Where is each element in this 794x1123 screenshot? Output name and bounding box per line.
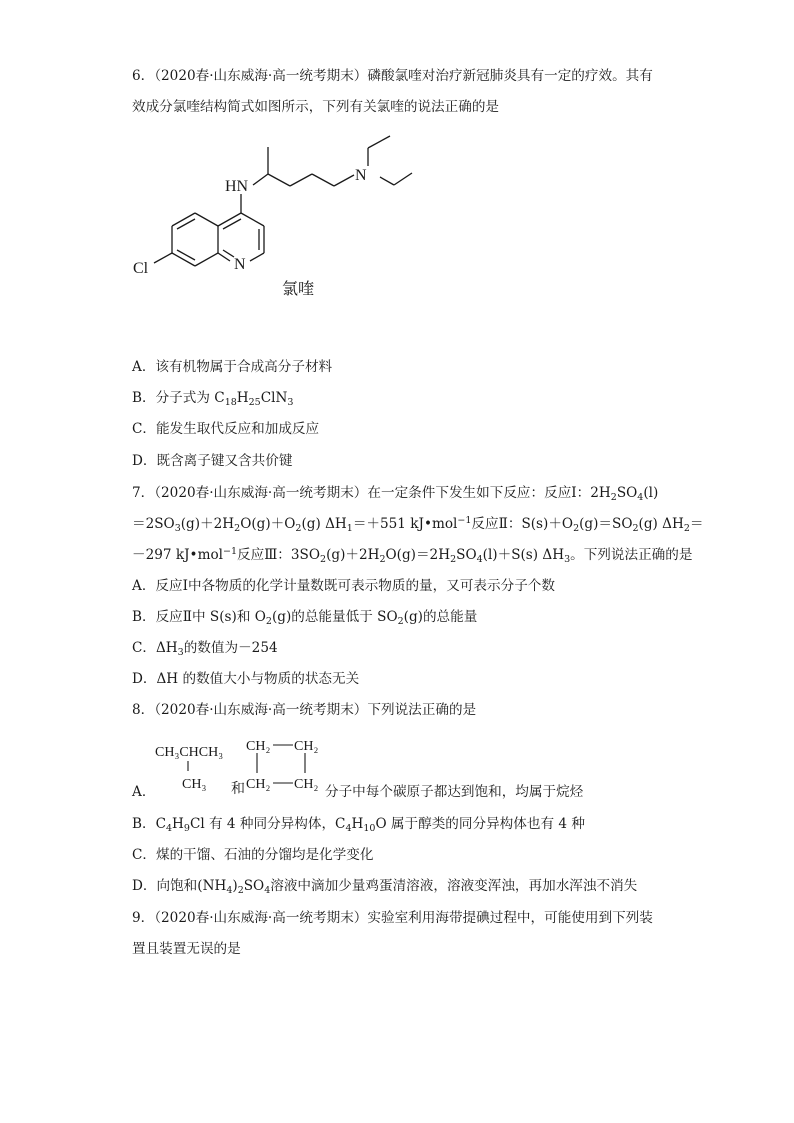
bond	[223, 219, 241, 229]
bond	[368, 136, 390, 148]
q7-option-c: C．$\Delta H_3$的数值为－254	[132, 640, 278, 658]
ring-ch2-tr: CH₂	[294, 739, 319, 754]
chloroquine-structure	[128, 130, 428, 280]
bond	[195, 213, 218, 226]
option-a-formulas	[150, 732, 330, 802]
q6-option-c: C．能发生取代反应和加成反应	[132, 421, 320, 437]
isobutane-main-chain: CH₃CHCH₃	[155, 745, 224, 760]
bond	[290, 174, 312, 186]
bond	[223, 250, 234, 257]
q6-option-b: B．分子式为 $C_{18}H_{25}ClN_3$	[132, 390, 294, 408]
bond	[241, 213, 264, 226]
q9-stem-line2: 置且装置无误的是	[132, 941, 241, 957]
bond	[218, 213, 241, 226]
ring-n-label: N	[234, 256, 246, 273]
bond	[172, 253, 195, 266]
bond	[172, 213, 195, 226]
q6-option-a: A．该有机物属于合成高分子材料	[132, 359, 333, 375]
q8-option-a-label: A．	[132, 784, 156, 800]
q8-option-c: C．煤的干馏、石油的分馏均是化学变化	[132, 847, 374, 863]
bond	[250, 253, 264, 261]
q8-option-a-text: 分子中每个碳原子都达到饱和，均属于烷烃	[325, 784, 584, 800]
q6-stem-line1: 6．（2020春·山东威海·高一统考期末）磷酸氯喹对治疗新冠肺炎具有一定的疗效。其有	[132, 68, 653, 84]
bond	[154, 253, 172, 263]
bond	[218, 253, 230, 261]
isobutane-methyl: CH₃	[182, 777, 207, 792]
bond	[334, 175, 354, 186]
bond	[195, 253, 218, 266]
q7-stem-line2: $=2SO_3(g)+2H_2O(g)+O_2(g)$ $\Delta H_1=+551$ kJ•mol$^{-1}$反应Ⅱ：$S(s)+O_2(g)=SO_2(g)$ $\Delta H_2=$	[132, 515, 704, 534]
bond	[268, 174, 290, 186]
figure-caption: 氯喹	[282, 279, 315, 298]
bond	[312, 174, 334, 186]
amine-n-label: N	[355, 167, 367, 184]
and-word: 和	[231, 782, 245, 797]
bond	[177, 250, 195, 260]
cl-label: Cl	[133, 260, 149, 277]
q6-stem-line2: 效成分氯喹结构简式如图所示，下列有关氯喹的说法正确的是	[132, 99, 500, 115]
bond	[177, 219, 195, 229]
q8-option-d: D．向饱和$(NH_4)_2SO_4$溶液中滴加少量鸡蛋清溶液，溶液变浑浊，再加水浑浊不消失	[132, 878, 638, 896]
q8-stem: 8．（2020春·山东威海·高一统考期末）下列说法正确的是	[132, 702, 477, 718]
bond	[253, 174, 268, 185]
q7-option-b: B．反应Ⅱ中 S(s)和 $O_2(g)$的总能量低于 $SO_2(g)$的总能量	[132, 609, 478, 627]
q7-stem-line1: 7．（2020春·山东威海·高一统考期末）在一定条件下发生如下反应：反应Ⅰ：$2H_2SO_4(l)$	[132, 485, 659, 503]
q9-stem-line1: 9．（2020春·山东威海·高一统考期末）实验室利用海带提碘过程中，可能使用到下列装	[132, 910, 653, 926]
ring-ch2-br: CH₂	[294, 777, 319, 792]
q7-option-d: D．ΔH 的数值大小与物质的状态无关	[132, 671, 360, 687]
bond	[394, 173, 412, 185]
q7-stem-line3: －297 kJ•mol$^{-1}$反应Ⅲ：$3SO_2(g)+2H_2O(g)=2H_2SO_4(l)+S(s)$ $\Delta H_3$。下列说法正确的是	[132, 546, 693, 565]
q8-option-b: B．$C_4H_9Cl$ 有 4 种同分异构体，$C_4H_{10}O$ 属于醇类的同分异构体也有 4 种	[132, 816, 585, 834]
ring-ch2-tl: CH₂	[246, 739, 271, 754]
q6-option-d: D．既含离子键又含共价键	[132, 453, 293, 469]
ring-ch2-bl: CH₂	[246, 777, 271, 792]
q7-option-a: A．反应Ⅰ中各物质的化学计量数既可表示物质的量，又可表示分子个数	[132, 578, 555, 594]
bond	[380, 177, 394, 185]
hn-label: HN	[225, 178, 249, 195]
